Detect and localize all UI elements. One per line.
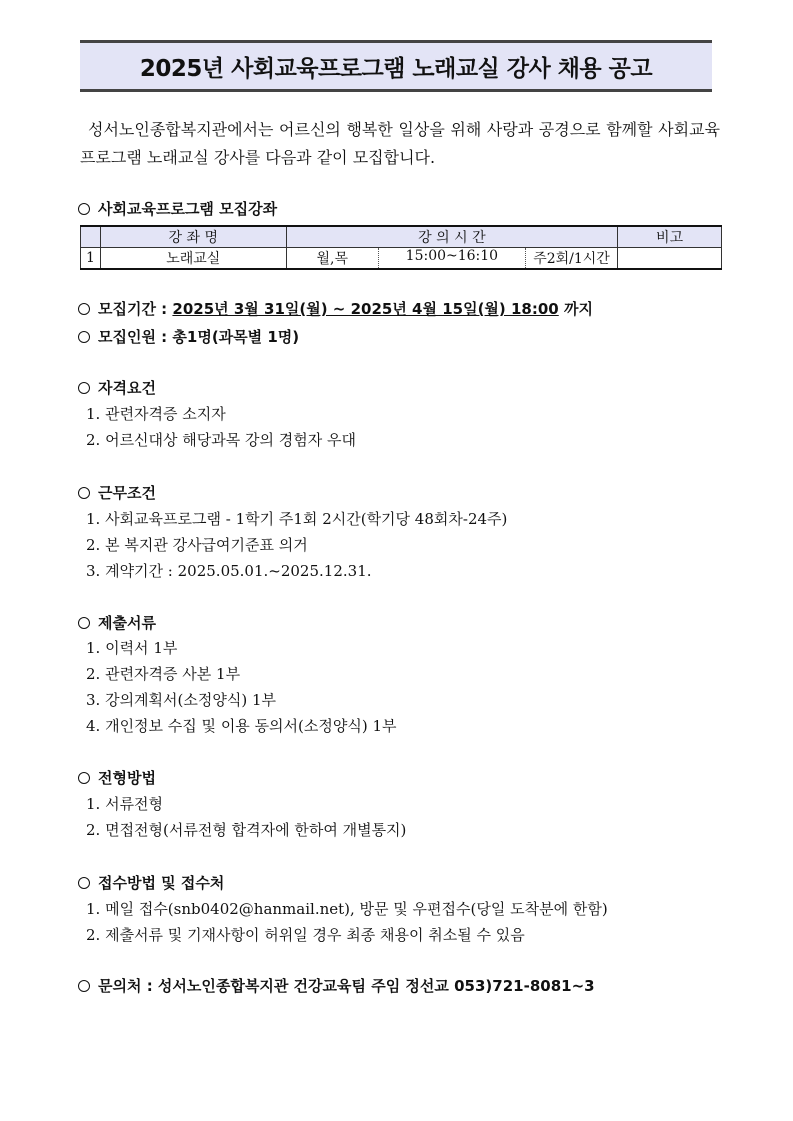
circle-bullet-icon bbox=[78, 203, 90, 215]
list-item: 2. 어르신대상 해당과목 강의 경험자 우대 bbox=[86, 431, 356, 449]
list-item: 1. 관련자격증 소지자 bbox=[86, 405, 226, 423]
conditions-heading: 근무조건 bbox=[78, 482, 156, 503]
contact-line: 문의처 : 성서노인종합복지관 건강교육팀 주임 정선교 053)721-8081~3 bbox=[78, 975, 595, 996]
period-value: 2025년 3월 31일(월) ~ 2025년 4월 15일(월) 18:00 bbox=[172, 300, 559, 318]
course-table bbox=[80, 225, 722, 270]
row-name: 노래교실 bbox=[100, 248, 286, 270]
circle-bullet-icon bbox=[78, 772, 90, 784]
submission-heading: 접수방법 및 접수처 bbox=[78, 872, 224, 893]
circle-bullet-icon bbox=[78, 877, 90, 889]
row-note bbox=[618, 248, 722, 270]
documents-heading: 제출서류 bbox=[78, 612, 156, 633]
title-banner bbox=[80, 40, 712, 92]
row-hours: 15:00~16:10 bbox=[378, 248, 526, 268]
list-item: 1. 서류전형 bbox=[86, 795, 164, 813]
list-item: 1. 이력서 1부 bbox=[86, 639, 178, 657]
list-item: 2. 관련자격증 사본 1부 bbox=[86, 665, 241, 683]
circle-bullet-icon bbox=[78, 382, 90, 394]
row-day: 월,목 bbox=[316, 251, 348, 267]
table-header-name: 강 좌 명 bbox=[100, 226, 286, 248]
row-no: 1 bbox=[81, 248, 101, 270]
recruit-line: 모집인원 : 총1명(과목별 1명) bbox=[78, 326, 299, 347]
table-header-no bbox=[81, 226, 101, 248]
list-item: 4. 개인정보 수집 및 이용 동의서(소정양식) 1부 bbox=[86, 717, 397, 735]
circle-bullet-icon bbox=[78, 331, 90, 343]
page-title: 2025년 사회교육프로그램 노래교실 강사 채용 공고 bbox=[139, 55, 653, 82]
list-item: 2. 제출서류 및 기재사항이 허위일 경우 최종 채용이 취소될 수 있음 bbox=[86, 926, 525, 944]
list-item: 2. 면접전형(서류전형 합격자에 한하여 개별통지) bbox=[86, 821, 407, 839]
selection-heading: 전형방법 bbox=[78, 767, 156, 788]
circle-bullet-icon bbox=[78, 980, 90, 992]
row-time bbox=[286, 248, 618, 270]
intro-paragraph bbox=[80, 116, 720, 172]
period-line: 모집기간 : 2025년 3월 31일(월) ~ 2025년 4월 15일(월) 18:00 까지 bbox=[78, 298, 593, 319]
row-freq: 주2회/1시간 bbox=[533, 251, 610, 267]
table-row bbox=[81, 248, 722, 270]
list-item: 2. 본 복지관 강사급여기준표 의거 bbox=[86, 536, 308, 554]
course-section-heading: 사회교육프로그램 모집강좌 bbox=[78, 198, 277, 219]
intro-text: 성서노인종합복지관에서는 어르신의 행복한 일상을 위해 사랑과 공경으로 함께할 사회교육프로그램 노래교실 강사를 다음과 같이 모집합니다. bbox=[80, 120, 720, 167]
list-item: 3. 계약기간 : 2025.05.01.~2025.12.31. bbox=[86, 562, 372, 580]
circle-bullet-icon bbox=[78, 617, 90, 629]
list-item: 1. 사회교육프로그램 - 1학기 주1회 2시간(학기당 48회차-24주) bbox=[86, 510, 508, 528]
circle-bullet-icon bbox=[78, 303, 90, 315]
qualification-heading: 자격요건 bbox=[78, 377, 156, 398]
table-header-note: 비고 bbox=[618, 226, 722, 248]
circle-bullet-icon bbox=[78, 487, 90, 499]
list-item: 1. 메일 접수(snb0402@hanmail.net), 방문 및 우편접수(당일 도착분에 한함) bbox=[86, 900, 608, 918]
table-header-row bbox=[81, 226, 722, 248]
list-item: 3. 강의계획서(소정양식) 1부 bbox=[86, 691, 276, 709]
table-header-time: 강 의 시 간 bbox=[286, 226, 618, 248]
